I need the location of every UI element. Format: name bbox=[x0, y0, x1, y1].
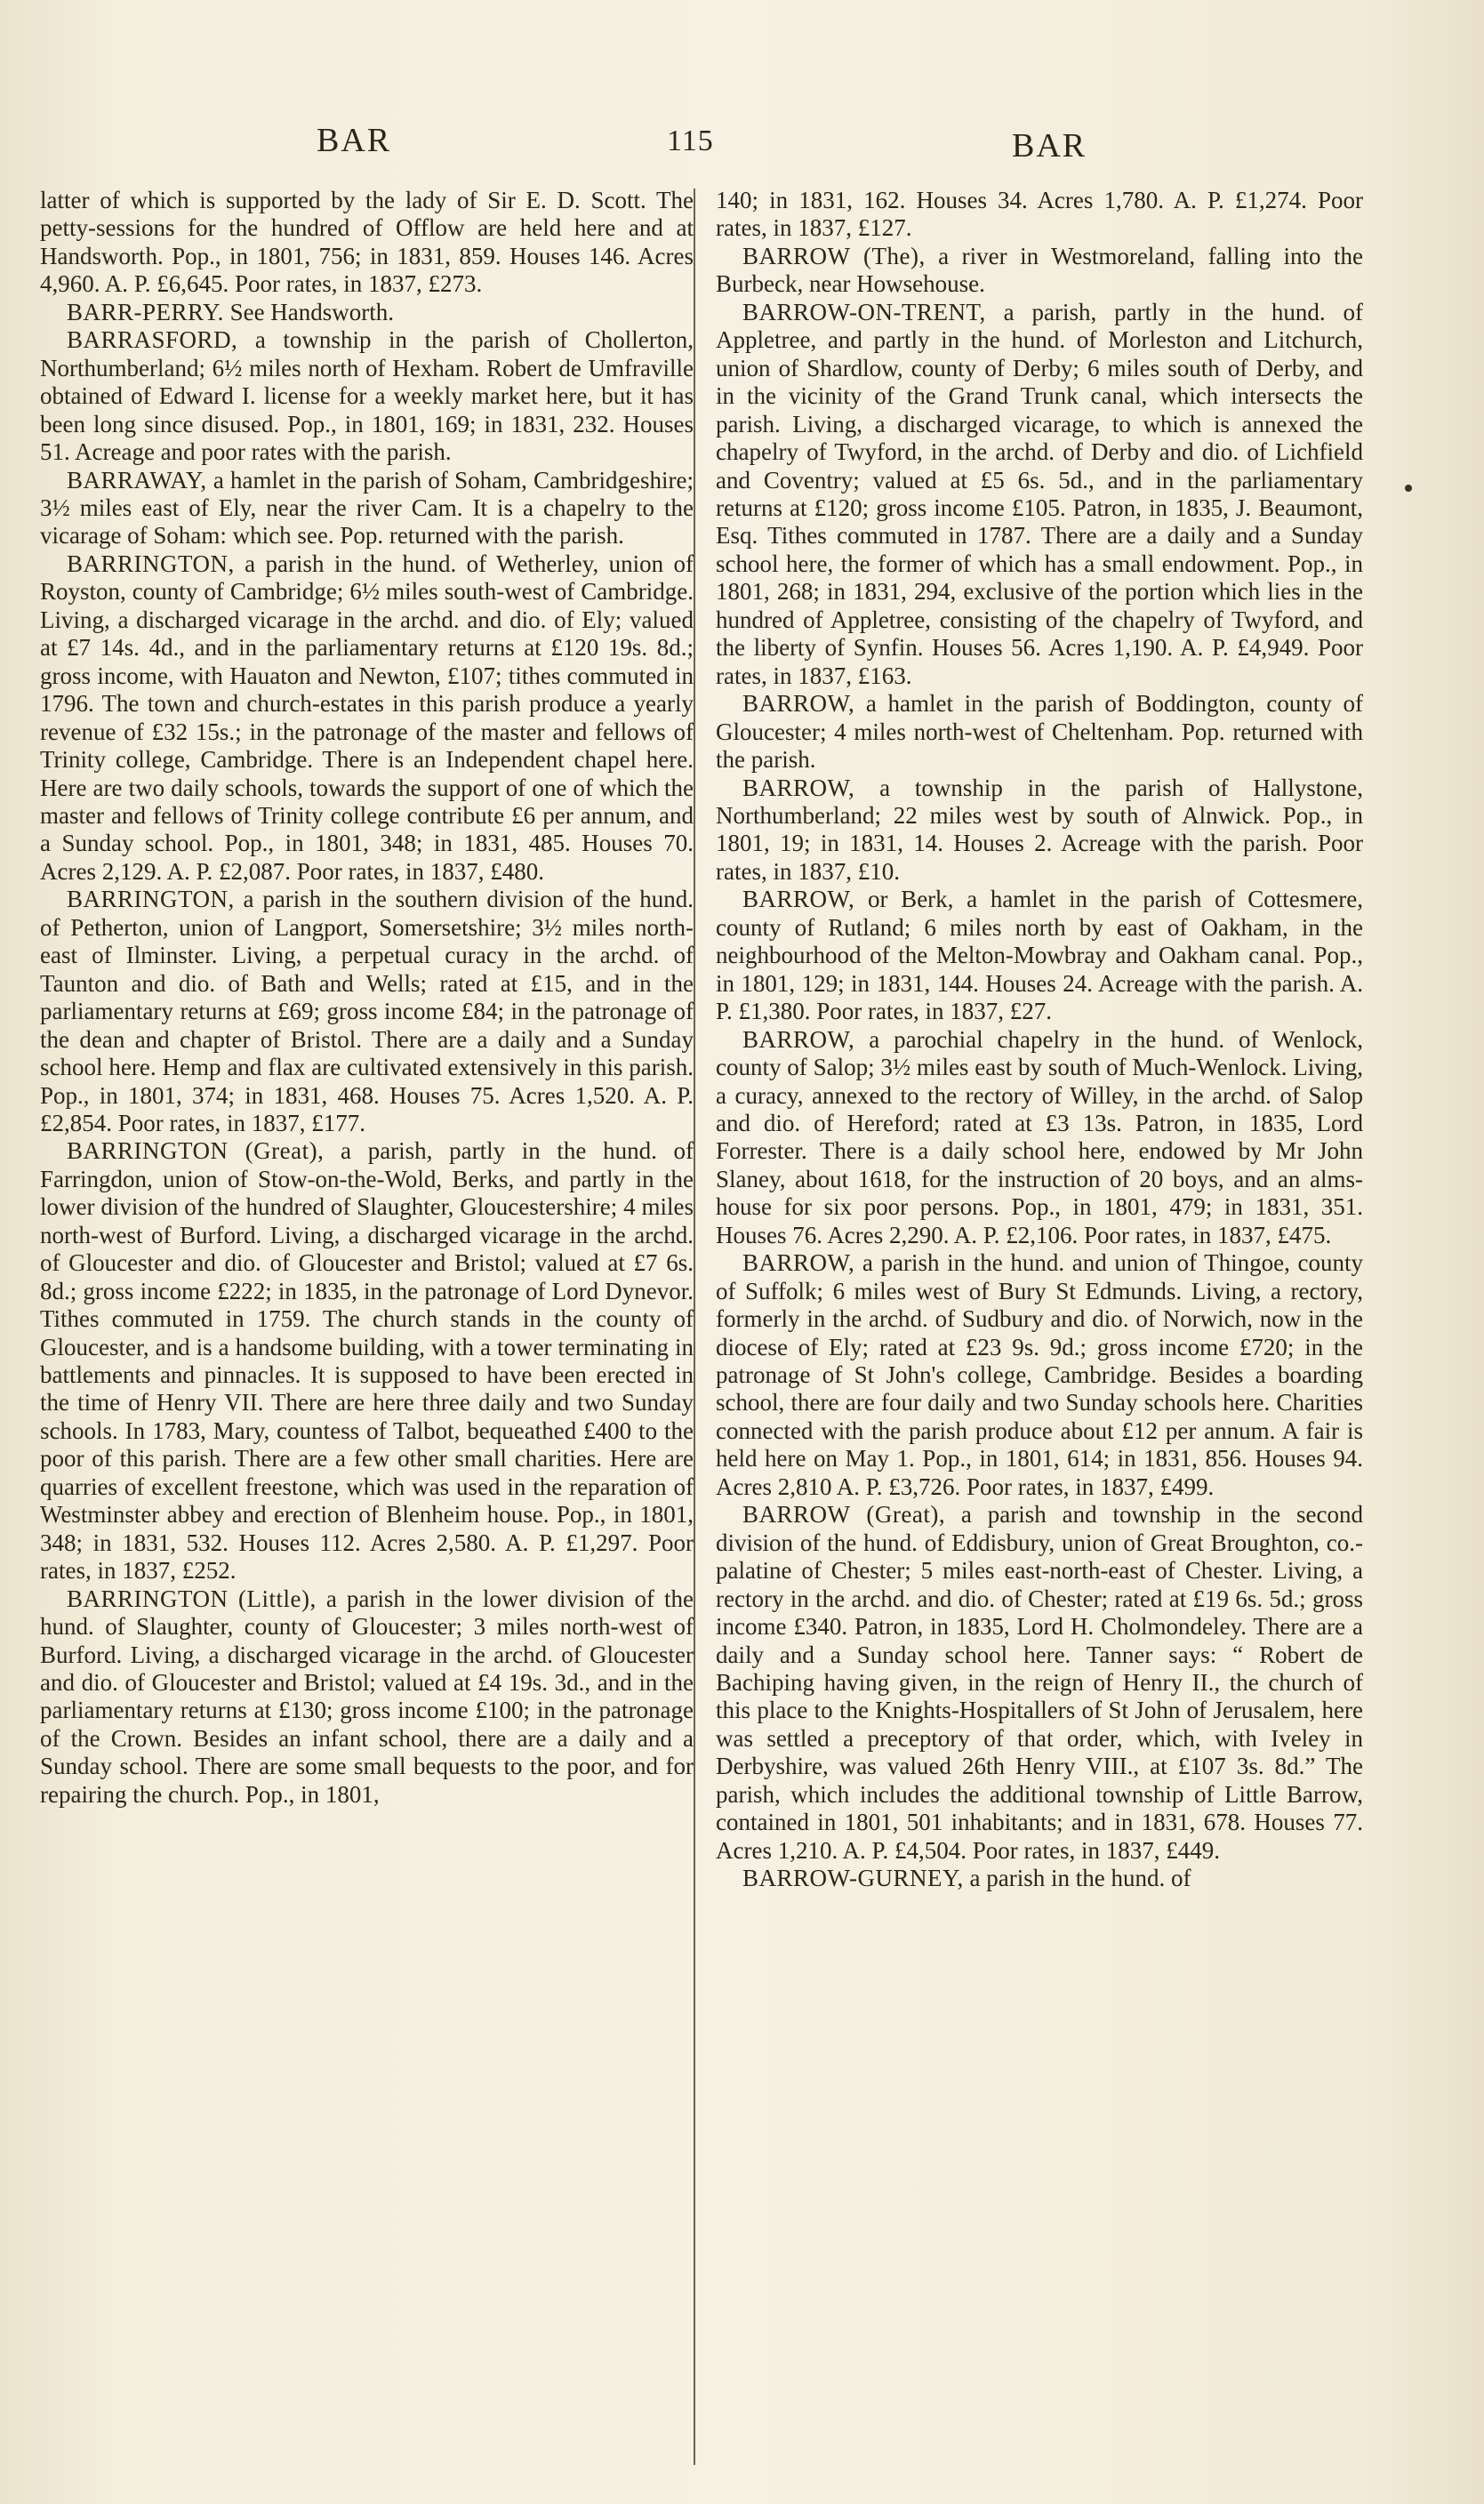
gazetteer-entry bbox=[40, 326, 694, 466]
entry-headword: BARRINGTON (Little), bbox=[67, 1585, 317, 1612]
entry-headword: BARR-PERRY. bbox=[67, 298, 224, 325]
entry-text: a parish in the lower division of the hund. of Slaughter, county of Gloucester; 3 miles north-west of Burford. Living, a discharged vicarage in the archd. of Gloucester and dio. of Gloucester and Bristol; valued at £4 19s. 3d., and in the parliamentary returns at £130; gross income £100; in the patronage of the Crown. Besides an infant school, there are a daily and a Sunday school. There are some small bequests to the poor, and for repairing the church. Pop., in 1801, bbox=[40, 1585, 694, 1808]
entry-text: a parish in the southern division of the hund. of Petherton, union of Langport, Somersetshire; 3½ miles north-east of Ilminster. Living, a perpetual curacy in the archd. of Taunton and dio. of Bath and Wells; rated at £15, and in the parliamentary returns at £69; gross income £84; in the patronage of the dean and chapter of Bristol. There are a daily and a Sunday school here. Hemp and flax are cultivated extensively in this parish. Pop., in 1801, 374; in 1831, 468. Houses 75. Acres 1,520. A. P. £2,854. Poor rates, in 1837, £177. bbox=[40, 886, 694, 1136]
gazetteer-entry bbox=[716, 886, 1363, 1025]
running-head-right: BAR bbox=[1012, 127, 1087, 165]
gazetteer-entry bbox=[40, 1585, 694, 1810]
entry-headword: BARROW, bbox=[742, 886, 855, 913]
left-column bbox=[40, 187, 694, 1809]
gazetteer-entry bbox=[716, 1501, 1363, 1865]
entry-text: a parish in the hund. and union of Thingoe, county of Suffolk; 6 miles west of Bury St Edmunds. Living, a rectory, formerly in the archd. of Sudbury and dio. of Norwich, now in the diocese of Ely; rated at £23 9s. 9d.; gross income £720; in the patronage of St John's college, Cambridge. Besides a boarding school, there are four daily and two Sunday schools here. Charities connected with the parish produce about £12 per annum. A fair is held here on May 1. Pop., in 1801, 614; in 1831, 856. Houses 94. Acres 2,810 A. P. £3,726. Poor rates, in 1837, £499. bbox=[716, 1249, 1363, 1500]
entry-headword: BARROW-GURNEY, bbox=[742, 1865, 964, 1892]
entry-headword: BARROW (Great), bbox=[742, 1501, 946, 1529]
gazetteer-entry bbox=[40, 550, 694, 886]
entry-headword: BARROW, bbox=[742, 1025, 855, 1053]
entry-text: See Handsworth. bbox=[223, 298, 395, 325]
entry-headword: BARRINGTON (Great), bbox=[67, 1137, 325, 1165]
entry-text: a township in the parish of Chollerton, Northumberland; 6½ miles north of Hexham. Robert de Umfraville obtained of Edward I. license for a weekly market here, but it has been long since disused. Pop., in 1801, 169; in 1831, 232. Houses 51. Acreage and poor rates with the parish. bbox=[40, 326, 694, 466]
entry-text: a parish and township in the second division of the hund. of Eddisbury, union of Great Broughton, co.-palatine of Chester; 5 miles east-north-east of Chester. Living, a rectory in the archd. and dio. of Chester; rated at £19 6s. 5d.; gross income £340. Patron, in 1835, Lord H. Cholmondeley. There are a daily and a Sunday school here. Tanner says: “ Robert de Bachiping having given, in the reign of Henry II., the church of this place to the Knights-Hospitallers of St John of Jerusalem, here was settled a preceptory of that order, which, with Iveley in Derbyshire, was valued 26th Henry VIII., at £107 3s. 8d.” The parish, which includes the additional township of Little Barrow, contained in 1801, 501 inhabitants; and in 1831, 678. Houses 77. Acres 1,210. A. P. £4,504. Poor rates, in 1837, £449. bbox=[716, 1501, 1363, 1864]
entry-text: a river in Westmoreland, falling into the Burbeck, near Howsehouse. bbox=[716, 242, 1363, 298]
entry-text: or Berk, a hamlet in the parish of Cottesmere, county of Rutland; 6 miles north by east of Oakham, in the neighbourhood of the Melton-Mowbray and Oakham canal. Pop., in 1801, 129; in 1831, 144. Houses 24. Acreage with the parish. A. P. £1,380. Poor rates, in 1837, £27. bbox=[716, 886, 1363, 1025]
page-header bbox=[0, 121, 1484, 174]
gazetteer-entry bbox=[716, 299, 1363, 690]
gazetteer-entry bbox=[716, 1026, 1363, 1250]
entry-headword: BARROW, bbox=[742, 1249, 855, 1277]
entry-text: a parish in the hund. of Wetherley, union of Royston, county of Cambridge; 6½ miles south-west of Cambridge. Living, a discharged vicarage in the archd. and dio. of Ely; valued at £7 14s. 4d., and in the parliamentary returns at £120 19s. 8d.; gross income, with Hauaton and Newton, £107; tithes commuted in 1796. The town and church-estates in this parish produce a yearly revenue of £32 15s.; in the patronage of the master and fellows of Trinity college, Cambridge. There is an Independent chapel here. Here are two daily schools, towards the support of one of which the master and fellows of Trinity college contribute £6 per annum, and a Sunday school. Pop., in 1801, 348; in 1831, 485. Houses 70. Acres 2,129. A. P. £2,087. Poor rates, in 1837, £480. bbox=[40, 550, 694, 885]
entry-headword: BARRAWAY, bbox=[67, 466, 207, 494]
right-column bbox=[716, 187, 1363, 1893]
entry-headword: BARRINGTON, bbox=[67, 886, 235, 913]
gazetteer-entry bbox=[40, 299, 694, 326]
gazetteer-entry bbox=[716, 243, 1363, 299]
entry-text: a parochial chapelry in the hund. of Wenlock, county of Salop; 3½ miles east by south of Much-Wenlock. Living, a curacy, annexed to the rectory of Willey, in the archd. of Salop and dio. of Hereford; rated at £3 13s. Patron, in 1835, Lord Forrester. There is a daily school here, endowed by Mr John Slaney, about 1618, for the instruction of 20 boys, and an alms-house for six poor persons. Pop., in 1801, 479; in 1831, 351. Houses 76. Acres 2,290. A. P. £2,106. Poor rates, in 1837, £475. bbox=[716, 1025, 1363, 1248]
entry-text: a township in the parish of Hallystone, Northumberland; 22 miles west by south of Alnwick. Pop., in 1801, 19; in 1831, 14. Houses 2. Acreage with the parish. Poor rates, in 1837, £10. bbox=[716, 774, 1363, 885]
gazetteer-entry bbox=[716, 1865, 1363, 1892]
gazetteer-entry bbox=[716, 187, 1363, 243]
column-divider bbox=[694, 189, 695, 2465]
entry-text: a parish, partly in the hund. of Farringdon, union of Stow-on-the-Wold, Berks, and partly in the lower division of the hundred of Slaughter, Gloucestershire; 4 miles north-west of Burford. Living, a discharged vicarage in the archd. of Gloucester and dio. of Gloucester and Bristol; valued at £7 6s. 8d.; gross income £222; in 1835, in the patronage of Lord Dynevor. Tithes commuted in 1759. The church stands in the county of Gloucester, and is a handsome building, with a tower terminating in battlements and pinnacles. It is supposed to have been erected in the time of Henry VII. There are here three daily and two Sunday schools. In 1783, Mary, countess of Talbot, bequeathed £400 to the poor of this parish. There are a few other small charities. Here are quarries of excellent freestone, which was used in the reparation of Westminster abbey and erection of Blenheim house. Pop., in 1801, 348; in 1831, 532. Houses 112. Acres 2,580. A. P. £1,297. Poor rates, in 1837, £252. bbox=[40, 1137, 694, 1585]
entry-text: 140; in 1831, 162. Houses 34. Acres 1,780. A. P. £1,274. Poor rates, in 1837, £127. bbox=[716, 187, 1363, 242]
gazetteer-entry bbox=[716, 1249, 1363, 1501]
gazetteer-entry bbox=[716, 774, 1363, 887]
gazetteer-entry bbox=[40, 187, 694, 299]
gazetteer-entry bbox=[40, 886, 694, 1137]
entry-text: a hamlet in the parish of Soham, Cambridgeshire; 3½ miles east of Ely, near the river Cam. It is a chapelry to the vicarage of Soham: which see. Pop. returned with the parish. bbox=[40, 466, 694, 550]
entry-text: a hamlet in the parish of Boddington, county of Gloucester; 4 miles north-west of Cheltenham. Pop. returned with the parish. bbox=[716, 690, 1363, 774]
entry-headword: BARROW, bbox=[742, 690, 855, 718]
page-number: 115 bbox=[667, 124, 714, 157]
gazetteer-entry bbox=[716, 690, 1363, 774]
margin-dot bbox=[1405, 485, 1412, 492]
entry-text: a parish, partly in the hund. of Appletree, and partly in the hund. of Morleston and Litchurch, union of Shardlow, county of Derby; 6 miles south of Derby, and in the vicinity of the Grand Trunk canal, which intersects the parish. Living, a discharged vicarage, to which is annexed the chapelry of Twyford, in the archd. of Derby and dio. of Lichfield and Coventry; valued at £5 6s. 5d., and in the parliamentary returns at £120; gross income £105. Patron, in 1835, J. Beaumont, Esq. Tithes commuted in 1787. There are a daily and a Sunday school here, the former of which has a small endowment. Pop., in 1801, 268; in 1831, 294, exclusive of the portion which lies in the hundred of Appletree, consisting of the chapelry of Twyford, and the liberty of Synfin. Houses 56. Acres 1,190. A. P. £4,949. Poor rates, in 1837, £163. bbox=[716, 298, 1363, 689]
entry-headword: BARROW-ON-TRENT, bbox=[742, 298, 986, 325]
gazetteer-entry bbox=[40, 467, 694, 550]
entry-headword: BARRASFORD, bbox=[67, 326, 238, 354]
entry-text: latter of which is supported by the lady of Sir E. D. Scott. The petty-sessions for the hundred of Offlow are held here and at Handsworth. Pop., in 1801, 756; in 1831, 859. Houses 146. Acres 4,960. A. P. £6,645. Poor rates, in 1837, £273. bbox=[40, 187, 694, 298]
entry-headword: BARRINGTON, bbox=[67, 550, 235, 577]
running-head-left: BAR bbox=[317, 122, 392, 159]
gazetteer-entry bbox=[40, 1137, 694, 1585]
entry-headword: BARROW, bbox=[742, 774, 855, 801]
entry-headword: BARROW (The), bbox=[742, 242, 926, 269]
entry-text: a parish in the hund. of bbox=[963, 1865, 1191, 1892]
